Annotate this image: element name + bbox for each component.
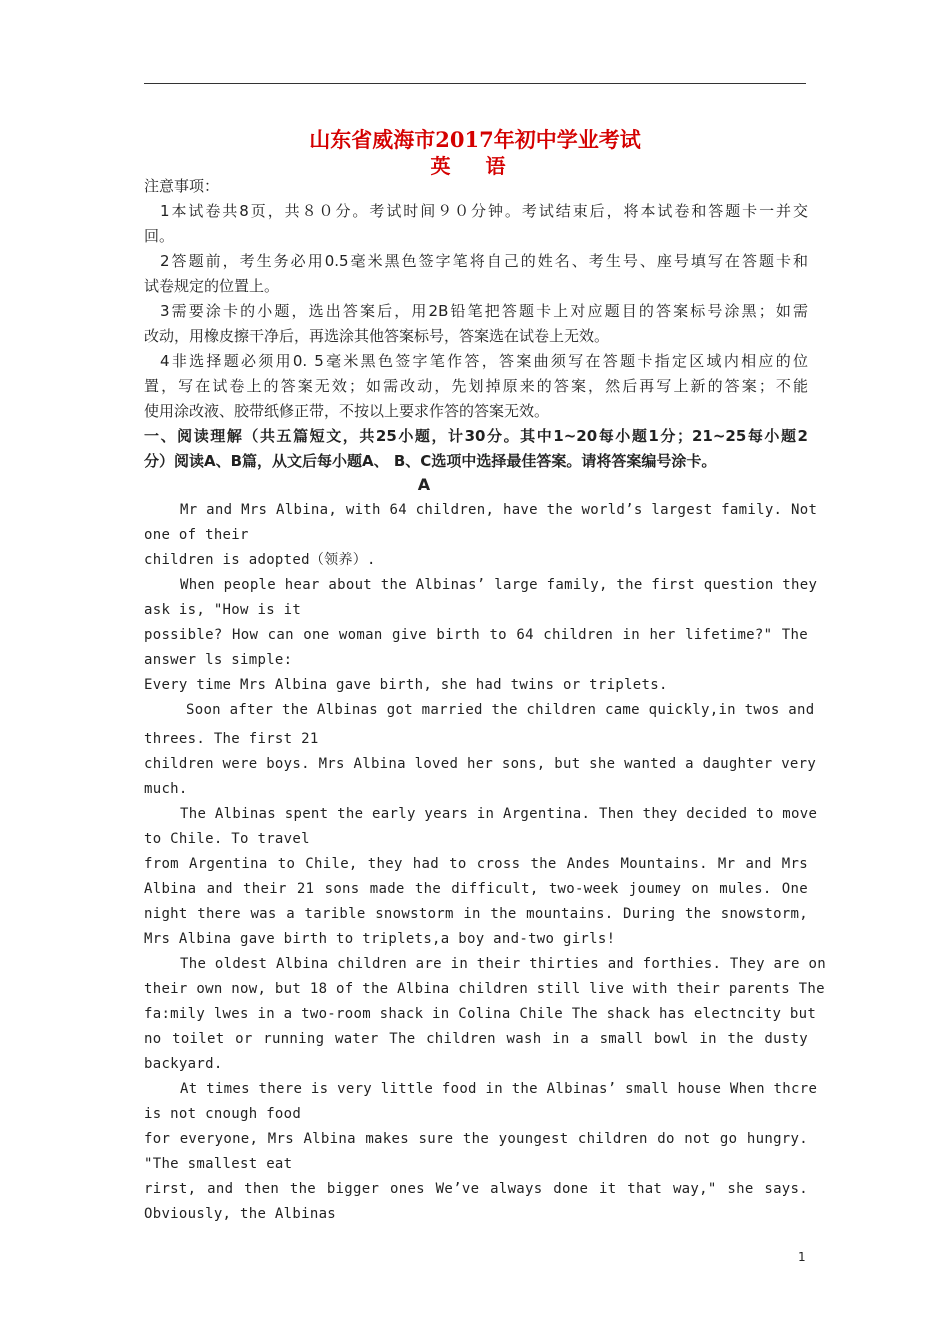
- instructions: [144, 174, 808, 424]
- passage-line: The Albinas spent the early years in Argentina. Then they decided to move: [180, 806, 818, 822]
- passage-line: answer ls simple:: [144, 652, 293, 668]
- passage-line: Mrs Albina gave birth to triplets,a boy and-two girls!: [144, 931, 616, 947]
- passage-line: Mr and Mrs Albina, with 64 children, have the world’s largest family. Not: [180, 502, 818, 518]
- instruction-line: 置，写在试卷上的答案无效；如需改动，先划掉原来的答案，然后再写上新的答案；不能: [144, 377, 808, 395]
- passage-line: ask is, "How is it: [144, 602, 302, 618]
- passage-line: is not cnough food: [144, 1106, 302, 1122]
- instructions-heading: 注意事项：: [144, 177, 220, 195]
- instruction-line: 3需要涂卡的小题，选出答案后，用2B铅笔把答题卡上对应题目的答案标号涂黑；如需: [160, 302, 808, 320]
- passage-line: much.: [144, 781, 188, 797]
- instruction-line: 试卷规定的位置上。: [144, 277, 280, 295]
- header-rule: [144, 83, 806, 84]
- passage-line: At times there is very little food in the Albinas’ small house When thcre: [180, 1081, 818, 1097]
- passage-line: Soon after the Albinas got married the children came quickly,in twos and: [186, 702, 815, 718]
- passage-line: children were boys. Mrs Albina loved her sons, but she wanted a daughter very: [144, 756, 817, 772]
- passage-line: fa:mily lwes in a two-room shack in Colina Chile The shack has electncity but: [144, 1006, 817, 1022]
- section-heading: [144, 424, 808, 474]
- section-line: 分）阅读A、B篇，从文后每小题A、 B、C选项中选择最佳答案。请将答案编号涂卡。: [144, 452, 717, 470]
- passage-line: their own now, but 18 of the Albina children still live with their parents The: [144, 981, 825, 997]
- passage-line: from Argentina to Chile, they had to cross the Andes Mountains. Mr and Mrs: [144, 856, 808, 872]
- passage-line: Every time Mrs Albina gave birth, she had twins or triplets.: [144, 677, 668, 693]
- passage-line: rirst, and then the bigger ones We’ve always done it that way," she says.: [144, 1181, 808, 1197]
- page-number: 1: [798, 1250, 806, 1264]
- passage-line: When people hear about the Albinas’ large family, the first question they: [180, 577, 818, 593]
- passage-line: children is adopted（领养）.: [144, 552, 376, 568]
- passage-line: "The smallest eat: [144, 1156, 293, 1172]
- passage-line: Albina and their 21 sons made the difficult, two-week joumey on mules. One: [144, 881, 808, 897]
- passage-label: A: [417, 475, 431, 494]
- passage-text: [144, 498, 826, 1227]
- instruction-line: 改动，用橡皮擦干净后，再选涂其他答案标号，答案选在试卷上无效。: [144, 327, 610, 345]
- passage-line: for everyone, Mrs Albina makes sure the youngest children do not go hungry.: [144, 1131, 808, 1147]
- passage-line: threes. The first 21: [144, 731, 319, 747]
- passage-line: no toilet or running water The children wash in a small bowl in the dusty: [144, 1031, 808, 1047]
- section-line: 一、阅读理解（共五篇短文，共25小题，计30分。其中1~20每小题1分；21~25每小题2: [144, 427, 808, 445]
- instruction-line: 2答题前，考生务必用0.5毫米黑色签字笔将自己的姓名、考生号、座号填写在答题卡和: [160, 252, 808, 270]
- passage-line: The oldest Albina children are in their thirties and forthies. They are on: [180, 956, 826, 972]
- passage-line: night there was a tarible snowstorm in the mountains. During the snowstorm,: [144, 906, 808, 922]
- instruction-line: 1本试卷共8页，共８０分。考试时间９０分钟。考试结束后，将本试卷和答题卡一并交: [160, 202, 808, 220]
- passage-line: to Chile. To travel: [144, 831, 310, 847]
- passage-line: possible? How can one woman give birth to 64 children in her lifetime?" The: [144, 627, 808, 643]
- exam-subject: 英 语: [430, 154, 520, 178]
- instruction-line: 4非选择题必须用0. 5毫米黑色签字笔作答，答案曲须写在答题卡指定区域内相应的位: [160, 352, 808, 370]
- passage-line: one of their: [144, 527, 249, 543]
- passage-line: backyard.: [144, 1056, 223, 1072]
- instruction-line: 回。: [144, 227, 175, 245]
- exam-title: 山东省威海市2017年初中学业考试: [309, 127, 641, 152]
- instruction-line: 使用涂改液、胶带纸修正带，不按以上要求作答的答案无效。: [144, 402, 550, 420]
- passage-line: Obviously, the Albinas: [144, 1206, 337, 1222]
